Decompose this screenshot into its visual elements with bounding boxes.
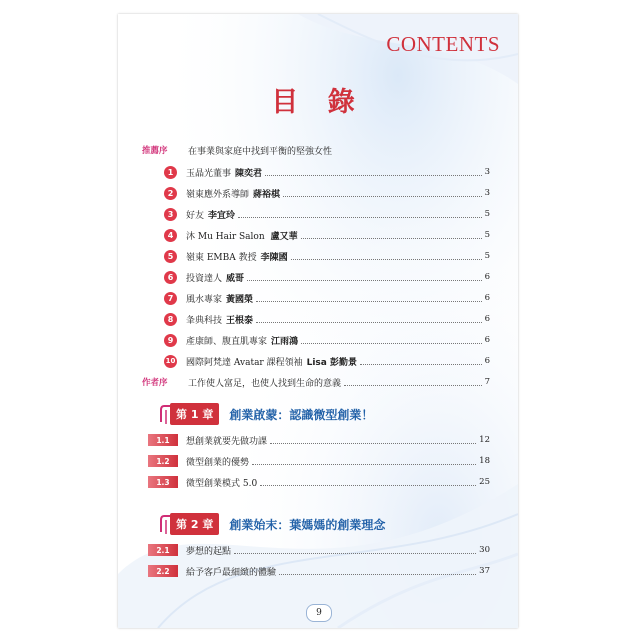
section-entry[interactable] xyxy=(148,542,490,558)
dot-leader xyxy=(256,322,482,323)
entry-page: 6 xyxy=(484,356,490,366)
entry-number-badge: 8 xyxy=(164,313,177,326)
toc-entry-author[interactable] xyxy=(142,374,490,390)
entry-number-badge: 4 xyxy=(164,229,177,242)
dot-leader xyxy=(265,175,482,176)
chapter-badge: 第 2 章 xyxy=(170,513,219,535)
toc-entry[interactable] xyxy=(142,164,490,180)
entry-number-badge: 2 xyxy=(164,187,177,200)
section-page: 12 xyxy=(479,435,490,445)
dot-leader xyxy=(270,443,476,444)
dot-leader xyxy=(344,385,482,386)
section-entry[interactable] xyxy=(148,563,490,579)
dot-leader xyxy=(360,364,482,365)
entry-number-badge: 6 xyxy=(164,271,177,284)
toc-entry[interactable] xyxy=(142,227,490,243)
dot-leader xyxy=(301,343,482,344)
entry-page: 6 xyxy=(484,314,490,324)
chapter-title: 創業始末：葉媽媽的創業理念 xyxy=(229,517,386,532)
entry-name: 威哥 xyxy=(226,273,245,284)
dot-leader xyxy=(234,553,476,554)
entry-text: 國際阿梵達 Avatar 課程領袖 xyxy=(186,357,303,368)
dot-leader xyxy=(291,259,482,260)
section-title: 想創業就要先做功課 xyxy=(186,436,268,447)
recommend-heading-row xyxy=(142,142,490,158)
section-page: 18 xyxy=(479,456,490,466)
entry-number-badge: 10 xyxy=(164,355,177,368)
dot-leader xyxy=(256,301,482,302)
dot-leader xyxy=(301,238,482,239)
entry-text: 玉晶光董事 xyxy=(186,168,232,179)
entry-number-badge: 5 xyxy=(164,250,177,263)
entry-page: 6 xyxy=(484,272,490,282)
entry-text: 沐 Mu Hair Salon xyxy=(186,231,265,242)
entry-name: 王根泰 xyxy=(226,315,254,326)
toc-page xyxy=(118,14,518,628)
chapter-heading[interactable] xyxy=(158,402,373,426)
entry-page: 5 xyxy=(484,251,490,261)
entry-text: 好友 xyxy=(186,210,205,221)
entry-number-badge: 3 xyxy=(164,208,177,221)
entry-page: 3 xyxy=(484,188,490,198)
section-page: 25 xyxy=(479,477,490,487)
dot-leader xyxy=(252,464,476,465)
entry-page: 5 xyxy=(484,230,490,240)
entry-text: 投資達人 xyxy=(186,273,223,284)
toc-entry[interactable] xyxy=(142,269,490,285)
entry-number-badge: 9 xyxy=(164,334,177,347)
entry-text: 產康師、腹直肌專家 xyxy=(186,336,268,347)
author-page: 7 xyxy=(484,377,490,387)
entry-text: 嶺東 EMBA 教授 xyxy=(186,252,257,263)
author-text: 工作使人富足，也使人找到生命的意義 xyxy=(188,378,342,389)
entry-text: 嶺東應外系導師 xyxy=(186,189,250,200)
toc-entry[interactable] xyxy=(142,248,490,264)
contents-heading: CONTENTS xyxy=(386,32,500,56)
entry-text: 夆典科技 xyxy=(186,315,223,326)
entry-name: 蔣裕棋 xyxy=(253,189,281,200)
section-number-badge: 1.1 xyxy=(148,434,178,446)
section-entry[interactable] xyxy=(148,474,490,490)
section-page: 37 xyxy=(479,566,490,576)
toc-entry[interactable] xyxy=(142,311,490,327)
toc-entry[interactable] xyxy=(142,332,490,348)
entry-name: Lisa 彭勤景 xyxy=(306,357,357,368)
entry-text: 風水專家 xyxy=(186,294,223,305)
section-entry[interactable] xyxy=(148,453,490,469)
entry-name: 陳奕君 xyxy=(235,168,263,179)
page-number: 9 xyxy=(306,604,332,622)
entry-number-badge: 1 xyxy=(164,166,177,179)
entry-page: 6 xyxy=(484,293,490,303)
section-page: 30 xyxy=(479,545,490,555)
entry-page: 5 xyxy=(484,209,490,219)
toc-entry[interactable] xyxy=(142,290,490,306)
chapter-badge: 第 1 章 xyxy=(170,403,219,425)
entry-name: 李宜玲 xyxy=(208,210,236,221)
section-title: 微型創業模式 5.0 xyxy=(186,478,258,489)
dot-leader xyxy=(279,574,476,575)
entry-name: 盧又華 xyxy=(270,231,298,242)
entry-number-badge: 7 xyxy=(164,292,177,305)
section-title: 夢想的起點 xyxy=(186,546,232,557)
section-number-badge: 2.2 xyxy=(148,565,178,577)
dot-leader xyxy=(283,196,482,197)
page-title: 目 錄 xyxy=(271,87,365,118)
recommend-text: 在事業與家庭中找到平衡的堅強女性 xyxy=(188,146,333,157)
entry-page: 6 xyxy=(484,335,490,345)
section-title: 給予客戶最細緻的體驗 xyxy=(186,567,277,578)
entry-page: 3 xyxy=(484,167,490,177)
dot-leader xyxy=(238,217,482,218)
dot-leader xyxy=(247,280,482,281)
toc-entry[interactable] xyxy=(142,185,490,201)
recommend-label: 推薦序 xyxy=(142,146,168,156)
toc-entry[interactable] xyxy=(142,353,490,369)
entry-name: 李陳國 xyxy=(260,252,288,263)
section-number-badge: 2.1 xyxy=(148,544,178,556)
section-number-badge: 1.3 xyxy=(148,476,178,488)
section-entry[interactable] xyxy=(148,432,490,448)
author-label: 作者序 xyxy=(142,378,168,388)
toc-entry[interactable] xyxy=(142,206,490,222)
entry-name: 黃國榮 xyxy=(226,294,254,305)
chapter-heading[interactable] xyxy=(158,512,385,536)
entry-name: 江雨鴻 xyxy=(271,336,299,347)
section-number-badge: 1.2 xyxy=(148,455,178,467)
dot-leader xyxy=(260,485,476,486)
section-title: 微型創業的優勢 xyxy=(186,457,250,468)
chapter-title: 創業啟蒙：認識微型創業！ xyxy=(229,407,374,422)
